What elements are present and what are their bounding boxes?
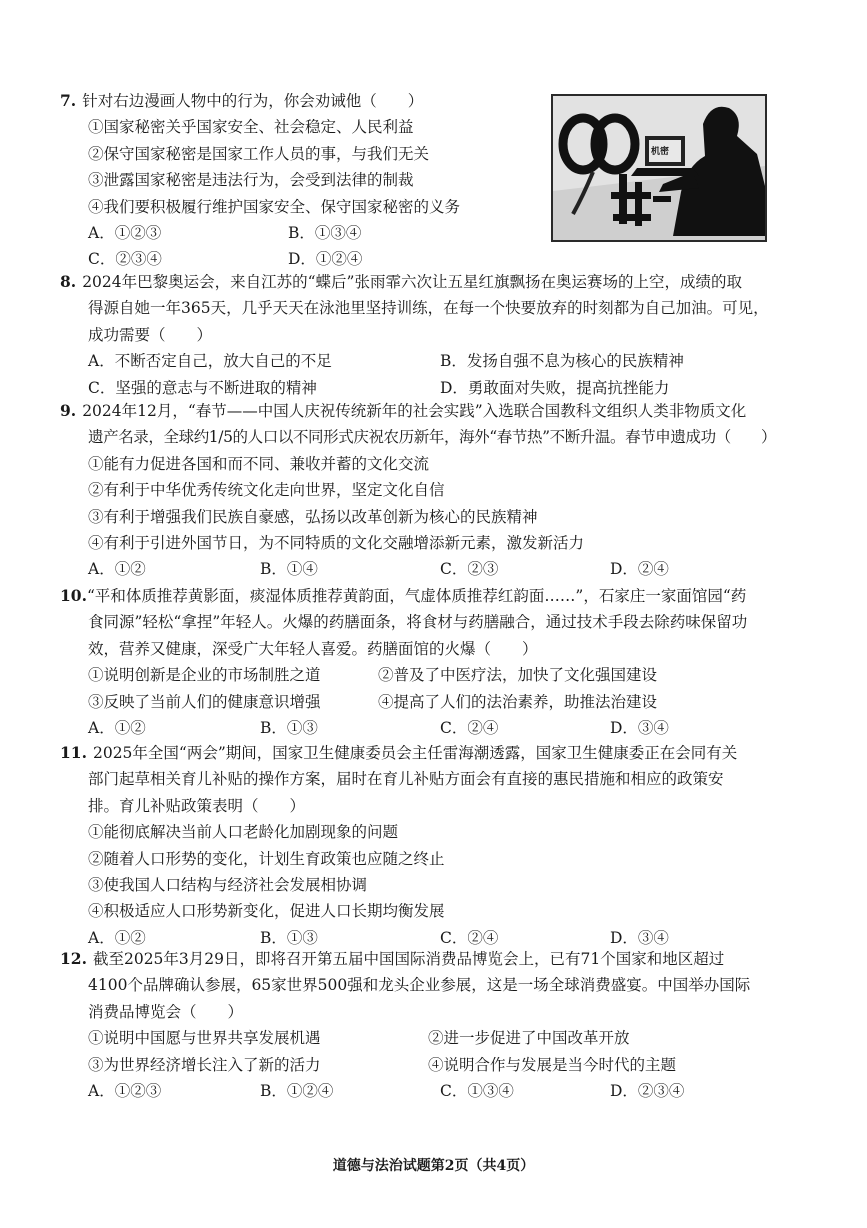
page-footer: 道德与法治试题第2页（共4页） (332, 1158, 535, 1174)
choice-a: A．①② (88, 928, 146, 947)
choice-row (60, 715, 805, 741)
statement-4: ④我们要积极履行维护国家安全、保守国家秘密的义务 (88, 197, 461, 216)
choice-b: B．①④ (260, 560, 318, 579)
choice-c: C．②④ (440, 928, 499, 947)
question-10 (60, 583, 805, 741)
choice-a: A．①②③ (88, 1082, 162, 1100)
statement-row (60, 662, 805, 688)
question-7 (60, 88, 805, 273)
choice-d: D．②④ (610, 560, 669, 579)
choice-b: B．①③④ (288, 224, 362, 243)
statement-1: ①能彻底解决当前人口老龄化加剧现象的问题 (88, 823, 399, 842)
choice-a: A．①② (88, 560, 146, 579)
choice-row (60, 556, 805, 582)
choice-d: D．勇敢面对失败，提高抗挫能力 (440, 378, 670, 397)
choice-c: C．①③④ (440, 1082, 514, 1100)
statement-3: ③为世界经济增长注入了新的活力 (88, 1055, 321, 1074)
statement-3: ③有利于增强我们民族自豪感，弘扬以改革创新为核心的民族精神 (88, 507, 538, 526)
statement-1: ①能有力促进各国和而不同、兼收并蓄的文化交流 (88, 454, 430, 473)
question-stem-line: 成功需要（ ） (88, 325, 213, 344)
statement-4: ④说明合作与发展是当今时代的主题 (428, 1055, 677, 1074)
statement-3: ③反映了当前人们的健康意识增强 (88, 692, 321, 711)
statement-2: ②普及了中医疗法，加快了文化强国建设 (378, 666, 658, 685)
statement-3: ③泄露国家秘密是违法行为，会受到法律的制裁 (88, 171, 414, 190)
question-stem-line: 食同源”轻松“拿捏”年轻人。火爆的药膳面条，将食材与药膳融合，通过技术手段去除药味保留功 (88, 613, 748, 632)
choice-c: C．②③ (440, 560, 499, 579)
choice-b: B．①②④ (260, 1082, 334, 1100)
statement-1: ①说明创新是企业的市场制胜之道 (88, 666, 321, 685)
choice-row (60, 1078, 805, 1104)
question-stem-line: 排。育儿补贴政策表明（ ） (88, 796, 306, 815)
question-11 (60, 740, 805, 951)
question-stem-line: 遗产名录，全球约1/5的人口以不同形式庆祝农历新年，海外“春节热”不断升温。春节申遗成功（ ） (88, 428, 777, 447)
statement-1: ①国家秘密关乎国家安全、社会稳定、人民利益 (88, 118, 414, 137)
choice-row (60, 348, 805, 374)
choice-c: C．②④ (440, 719, 499, 737)
question-stem-line: 效，营养又健康，深受广大年轻人喜爱。药膳面馆的火爆（ ） (88, 639, 538, 658)
statement-row (60, 1025, 805, 1051)
question-8 (60, 269, 805, 401)
question-9 (60, 398, 805, 583)
question-number: 9. (60, 401, 77, 420)
choice-d: D．②③④ (610, 1082, 685, 1100)
choice-c: C．坚强的意志与不断进取的精神 (88, 378, 317, 397)
choice-b: B．①③ (260, 719, 318, 737)
statement-2: ②有利于中华优秀传统文化走向世界，坚定文化自信 (88, 481, 445, 500)
question-12 (60, 946, 805, 1104)
statement-2: ②进一步促进了中国改革开放 (428, 1029, 630, 1048)
question-stem-line: 4100个品牌确认参展，65家世界500强和龙头企业参展，这是一场全球消费盛宴。中国举办国际 (88, 976, 751, 995)
choice-a: A．①② (88, 719, 146, 737)
choice-row (60, 220, 805, 246)
statement-2: ②保守国家秘密是国家工作人员的事，与我们无关 (88, 144, 430, 163)
question-stem: 2024年巴黎奥运会，来自江苏的“蝶后”张雨霏六次让五星红旗飘扬在奥运赛场的上空，成绩的取 (82, 273, 742, 291)
question-number: 7. (60, 91, 77, 110)
choice-b: B．发扬自强不息为核心的民族精神 (440, 352, 684, 371)
question-number: 8. (60, 272, 77, 291)
statement-row (60, 689, 805, 715)
question-stem: 截至2025年3月29日，即将召开第五届中国国际消费品博览会上，已有71个国家和地区超过 (92, 950, 725, 968)
question-stem: “平和体质推荐黄影面，痰湿体质推荐黄韵面，气虚体质推荐红韵面……”，石家庄一家面馆园“药 (86, 587, 747, 605)
question-number: 12. (60, 949, 87, 968)
question-stem: 针对右边漫画人物中的行为，你会劝诫他（ ） (82, 92, 424, 110)
statement-4: ④有利于引进外国节日，为不同特质的文化交融增添新元素，激发新活力 (88, 534, 585, 553)
statement-2: ②随着人口形势的变化，计划生育政策也应随之终止 (88, 849, 445, 868)
question-stem-line: 部门起草相关育儿补贴的操作方案，届时在育儿补贴方面会有直接的惠民措施和相应的政策安 (88, 770, 724, 789)
statement-1: ①说明中国愿与世界共享发展机遇 (88, 1029, 321, 1048)
cartoon-screen-text: 机密 (651, 147, 670, 157)
choice-a: A．①②③ (88, 224, 162, 243)
question-stem: 2024年12月，“春节——中国人庆祝传统新年的社会实践”入选联合国教科文组织人类非物质文化 (82, 402, 747, 420)
statement-row (60, 1052, 805, 1078)
choice-c: C．②③④ (88, 250, 162, 269)
question-stem: 2025年全国“两会”期间，国家卫生健康委员会主任雷海潮透露，国家卫生健康委正在会同有关 (92, 744, 738, 762)
question-stem-line: 消费品博览会（ ） (88, 1002, 244, 1021)
question-stem-line: 得源自她一年365天，几乎天天在泳池里坚持训练，在每一个快要放弃的时刻都为自己加油。可见， (88, 299, 769, 318)
choice-b: B．①③ (260, 928, 318, 947)
question-number: 11. (60, 743, 87, 762)
choice-d: D．③④ (610, 928, 669, 947)
question-number: 10. (60, 586, 87, 605)
choice-d: D．①②④ (288, 250, 363, 269)
statement-3: ③使我国人口结构与经济社会发展相协调 (88, 876, 368, 895)
statement-4: ④积极适应人口形势新变化，促进人口长期均衡发展 (88, 902, 445, 921)
statement-4: ④提高了人们的法治素养，助推法治建设 (378, 692, 658, 711)
choice-a: A．不断否定自己，放大自己的不足 (88, 352, 332, 371)
choice-d: D．③④ (610, 719, 669, 737)
